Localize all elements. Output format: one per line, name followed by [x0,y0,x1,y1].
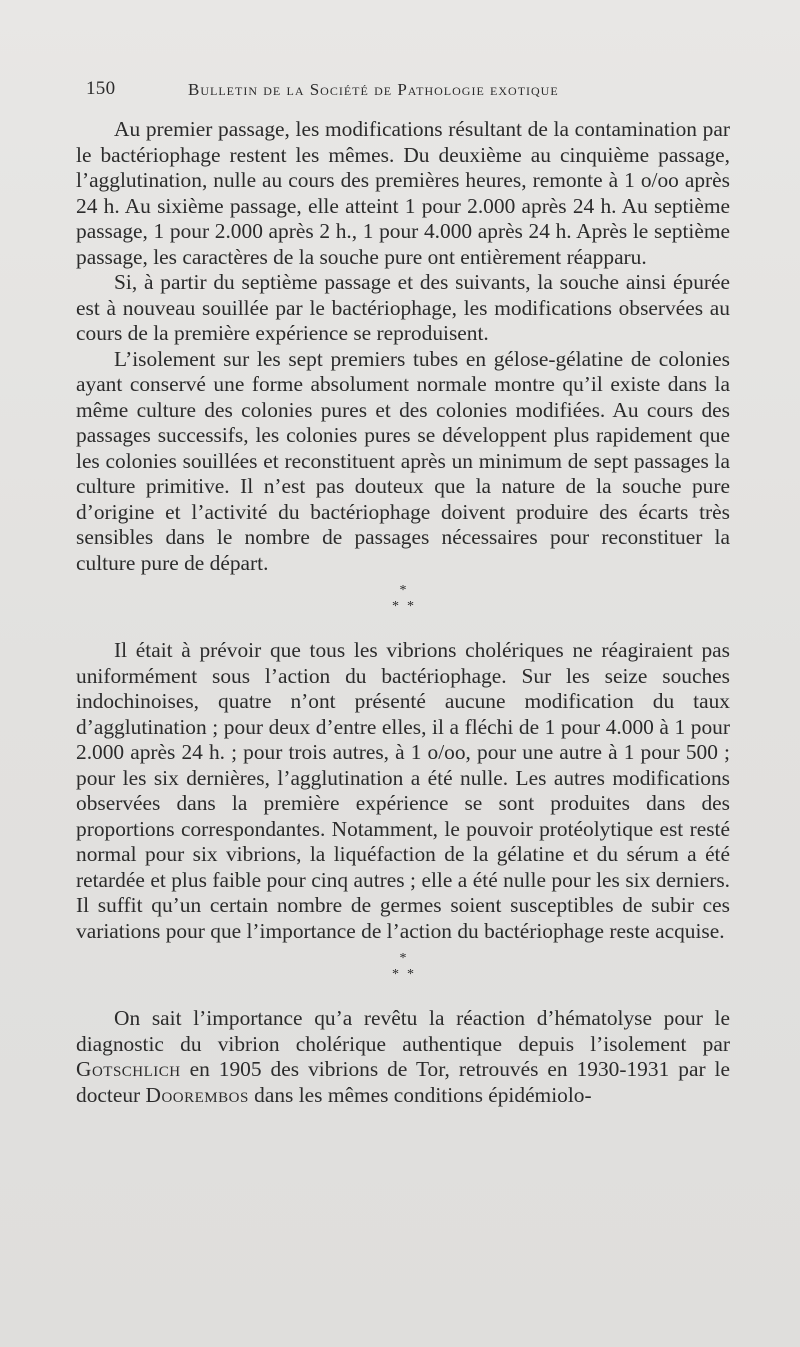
asterism-top-star: * [399,583,407,598]
asterism-top-star: * [399,951,407,966]
hematolysis-text-middle: en 1905 des vibrions de Tor, retrouvés en 1930-1931 par le docteur [76,1057,730,1107]
paragraph-isolation: L’isolement sur les sept premiers tubes en gélose-gélatine de colonies ayant conservé une forme absolument normale montre qu’il existe dans la même culture des colonies pures et des colonies modifiées. Au cours des passages successifs, les colonies pures se développent plus rapidement que les colonies souillées et reconstituent après un minimum de sept passages la culture primitive. Il n’est pas douteux que la nature de la souche pure d’origine et l’activité du bactériophage doivent produire des écarts très sensibles dans le nombre de passages nécessaires pour reconstituer la culture pure de départ. [76,346,730,575]
running-head [86,78,734,106]
section-separator-asterism [76,576,730,638]
paragraph-passages: Au premier passage, les modifications résultant de la contamination par le bactériophage restent les mêmes. Du deuxième au cinquième passage, l’agglutination, nulle au cours des premières heures, remonte à 1 o/oo après 24 h. Au sixième passage, elle atteint 1 pour 2.000 après 24 h. Au septième passage, 1 pour 2.000 après 2 h., 1 pour 4.000 après 24 h. Après le septième passage, les caractères de la souche pure ont entièrement réapparu. [76,117,730,269]
paragraph-vibrio-variations: Il était à prévoir que tous les vibrions cholériques ne réagiraient pas uniformément sous l’action du bactériophage. Sur les seize souches indochinoises, quatre n’ont présenté aucune modification du taux d’agglutination ; pour deux d’entre elles, il a fléchi de 1 pour 4.000 à 1 pour 2.000 après 24 h. ; pour trois autres, à 1 o/oo, pour une autre à 1 pour 500 ; pour les six dernières, l’agglutination a été nulle. Les autres modifications observées dans la première expérience se sont produites dans des proportions correspondantes. Notamment, le pouvoir protéolytique est resté normal pour six vibrions, la liquéfaction de la gélatine et du sérum a été retardée et plus faible pour cinq autres ; elle a été nulle pour les six derniers. Il suffit qu’un certain nombre de germes soient susceptibles de subir ces variations pour que l’importance de l’action du bactériophage reste acquise. [76,638,730,943]
author-name-gotschlich: Gotschlich [76,1057,181,1081]
paragraph-repeated-contamination: Si, à partir du septième passage et des suivants, la souche ainsi épurée est à nouveau souillée par le bactériophage, les modifications observées au cours de la première expérience se reproduisent. [76,270,730,345]
hematolysis-text-end: dans les mêmes conditions épidémiolo- [248,1082,592,1107]
journal-title: Bulletin de la Société de Pathologie exotique [188,80,559,99]
asterism-bottom-stars: ** [392,967,422,982]
body-text [76,117,730,1108]
hematolysis-text-start: On sait l’importance qu’a revêtu la réaction d’hématolyse pour le diagnostic du vibrion cholérique authentique depuis l’isolement par [76,1006,730,1056]
page-number: 150 [86,78,116,99]
author-name-doorembos: Doorembos [145,1082,249,1107]
section-separator-asterism [76,944,730,1006]
asterism-bottom-stars: ** [392,599,422,614]
paragraph-hematolysis [76,1006,730,1108]
